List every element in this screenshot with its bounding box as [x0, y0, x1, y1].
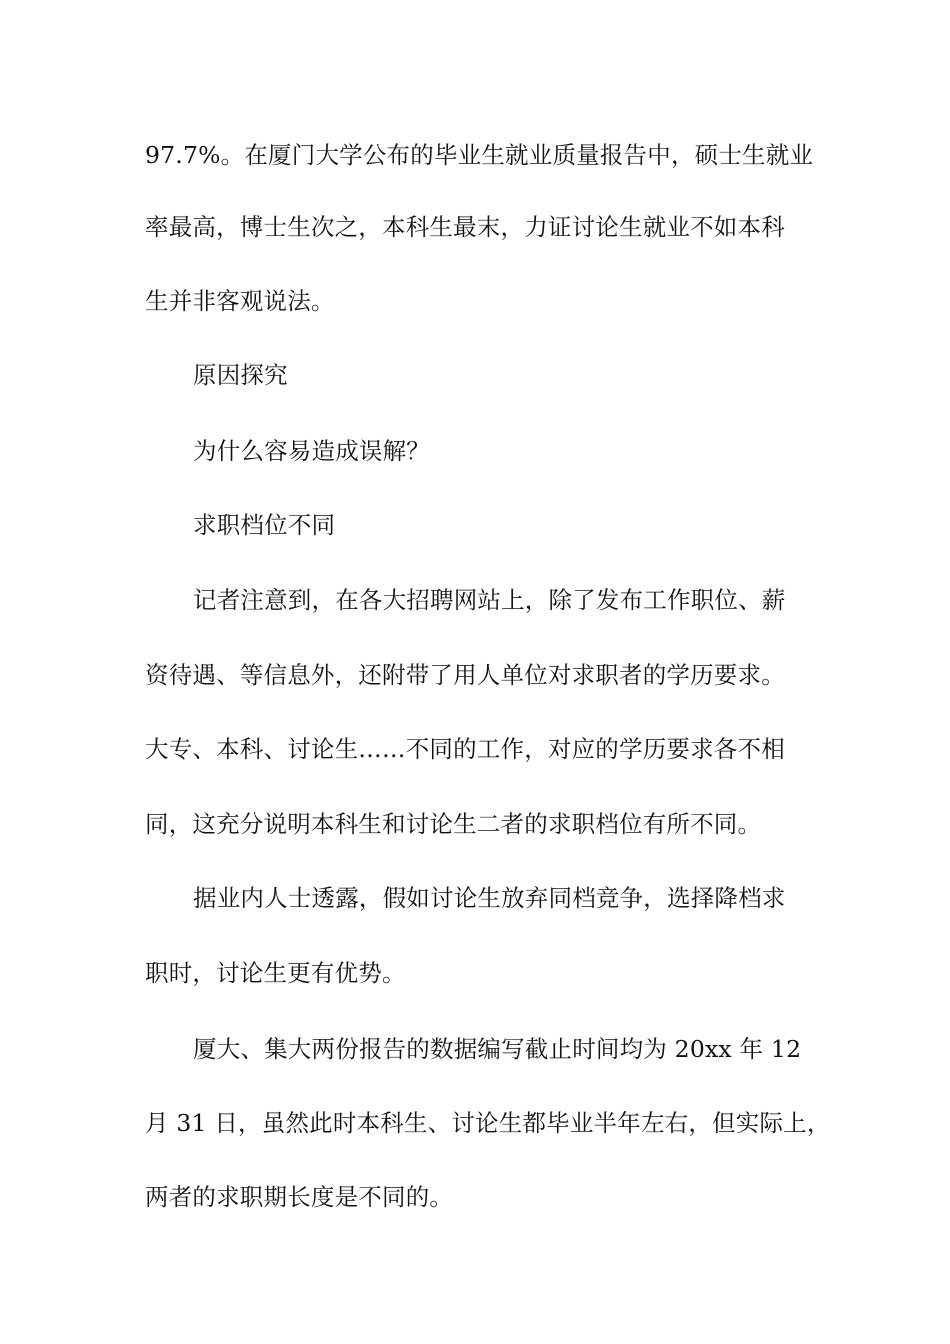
paragraph-line: 据业内人士透露，假如讨论生放弃同档竞争，选择降档求 [193, 884, 786, 912]
paragraph-line: 厦大、集大两份报告的数据编写截止时间均为 20xx 年 12 [193, 1035, 802, 1063]
paragraph-line: 生并非客观说法。 [145, 287, 335, 315]
section-subheading: 求职档位不同 [193, 511, 336, 539]
paragraph-line: 97.7%。在厦门大学公布的毕业生就业质量报告中，硕士生就业 [145, 141, 814, 169]
paragraph-line: 率最高，博士生次之，本科生最末，力证讨论生就业不如本科 [145, 213, 785, 241]
paragraph-line: 资待遇、等信息外，还附带了用人单位对求职者的学历要求。 [145, 661, 785, 689]
paragraph-line: 记者注意到，在各大招聘网站上，除了发布工作职位、薪 [193, 586, 786, 614]
paragraph-line: 同，这充分说明本科生和讨论生二者的求职档位有所不同。 [145, 810, 762, 838]
paragraph-line: 职时，讨论生更有优势。 [145, 959, 406, 987]
section-heading: 原因探究 [193, 361, 288, 389]
paragraph-line: 月 31 日，虽然此时本科生、讨论生都毕业半年左右，但实际上， [145, 1109, 831, 1137]
section-subheading: 为什么容易造成误解？ [193, 437, 430, 465]
paragraph-line: 两者的求职期长度是不同的。 [145, 1183, 454, 1211]
paragraph-line: 大专、本科、讨论生……不同的工作，对应的学历要求各不相 [145, 735, 785, 763]
